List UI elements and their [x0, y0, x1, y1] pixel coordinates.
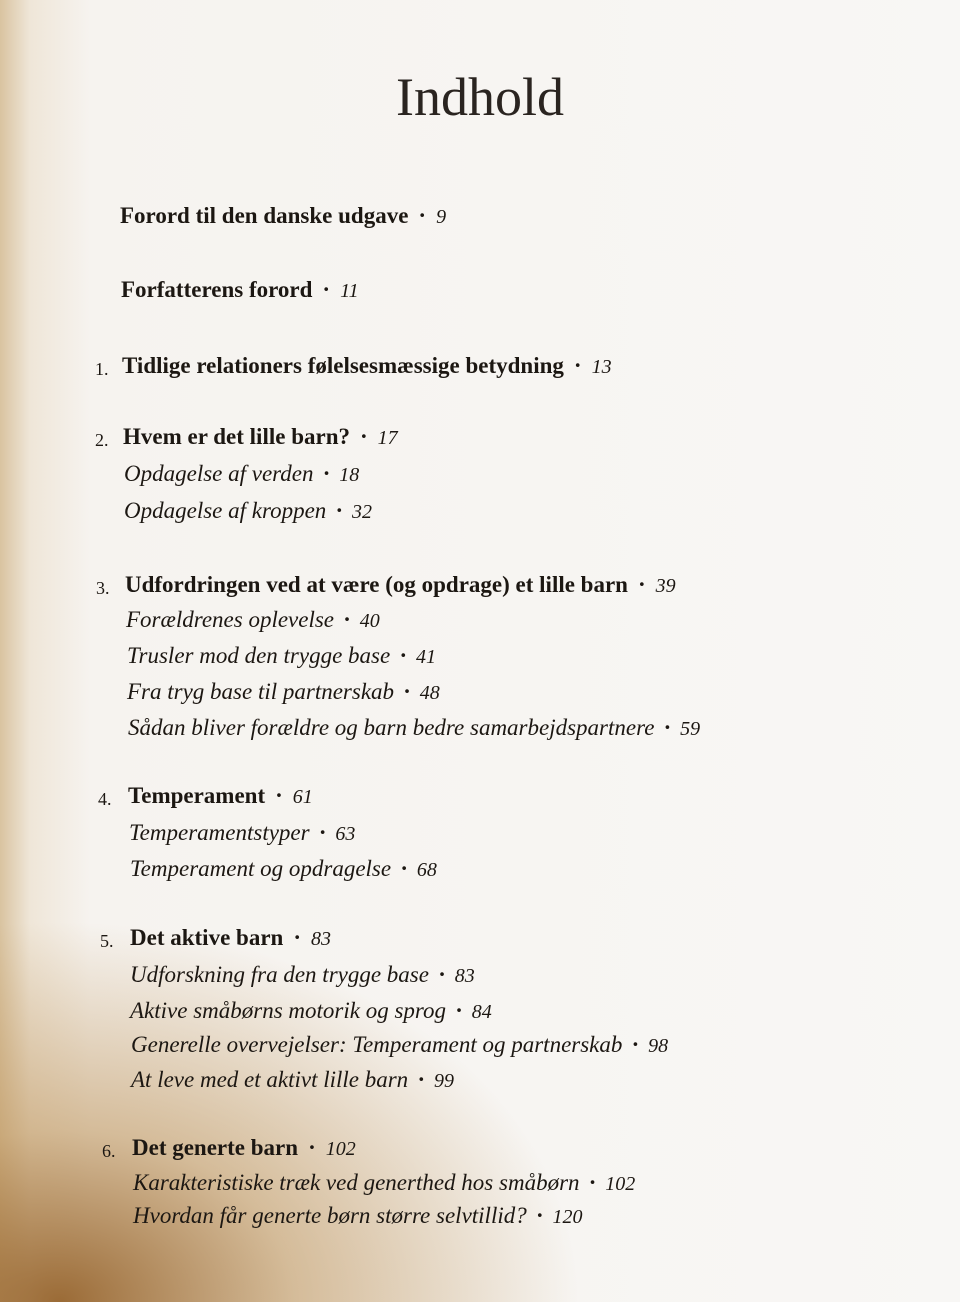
separator-dot: ·: [573, 353, 582, 378]
page-number: 59: [680, 718, 701, 740]
chapter-title: Temperament: [128, 783, 266, 808]
separator-dot: ·: [359, 424, 368, 449]
page-number: 41: [415, 646, 436, 668]
chapter-number: 5.: [100, 931, 114, 951]
page-number: 40: [359, 610, 380, 632]
toc-chapter-entry[interactable]: [130, 925, 331, 951]
page-number: 63: [335, 823, 356, 845]
section-title: Udforskning fra den trygge base: [130, 962, 429, 987]
separator-dot: ·: [308, 1135, 316, 1160]
toc-section-entry[interactable]: [130, 998, 492, 1024]
section-title: Trusler mod den trygge base: [127, 643, 391, 668]
separator-dot: ·: [418, 203, 427, 228]
toc-chapter-entry[interactable]: [132, 1135, 356, 1161]
page-number: 13: [591, 356, 612, 378]
toc-section-entry[interactable]: [133, 1170, 635, 1196]
toc-section-entry[interactable]: [131, 1032, 668, 1058]
page-number: 17: [377, 427, 398, 449]
page-number: 61: [292, 786, 313, 808]
separator-dot: ·: [438, 962, 445, 987]
page-title: Indhold: [396, 67, 564, 127]
separator-dot: ·: [336, 498, 343, 523]
toc-chapter-entry[interactable]: [125, 572, 676, 598]
toc-section-entry[interactable]: [126, 607, 380, 633]
section-title: Aktive småbørns motorik og sprog: [130, 998, 447, 1023]
separator-dot: ·: [404, 679, 410, 704]
toc-chapter-entry[interactable]: [123, 424, 398, 450]
separator-dot: ·: [293, 925, 301, 950]
separator-dot: ·: [664, 715, 671, 740]
chapter-number: 2.: [95, 430, 109, 450]
toc-section-entry[interactable]: [130, 962, 475, 988]
section-title: Opdagelse af verden: [124, 461, 314, 486]
toc-section-entry[interactable]: [124, 461, 359, 487]
separator-dot: ·: [344, 607, 350, 632]
chapter-number: 6.: [102, 1141, 116, 1161]
page-number: 102: [605, 1173, 636, 1195]
separator-dot: ·: [400, 643, 406, 668]
page-number: 18: [339, 464, 360, 486]
page-number: 84: [471, 1001, 492, 1023]
chapter-title: Forfatterens forord: [121, 277, 313, 302]
page-number: 102: [325, 1138, 356, 1160]
section-title: Hvordan får generte børn større selvtillid?: [133, 1203, 527, 1228]
section-title: Generelle overvejelser: Temperament og partnerskab: [131, 1032, 623, 1057]
chapter-number: 4.: [98, 789, 112, 809]
page-number: 99: [433, 1070, 454, 1092]
chapter-title: Det generte barn: [132, 1135, 299, 1160]
toc-section-entry[interactable]: [130, 856, 437, 882]
toc-section-entry[interactable]: [128, 715, 700, 741]
separator-dot: ·: [401, 856, 407, 881]
separator-dot: ·: [323, 461, 330, 486]
section-title: Forældrenes oplevelse: [126, 607, 335, 632]
page-number: 39: [655, 575, 676, 597]
page-number: 83: [454, 965, 475, 987]
page-number: 98: [648, 1035, 669, 1057]
section-title: Fra tryg base til partnerskab: [127, 679, 395, 704]
page-number: 48: [419, 682, 440, 704]
chapter-title: Det aktive barn: [130, 925, 284, 950]
chapter-title: Udfordringen ved at være (og opdrage) et lille barn: [125, 572, 628, 597]
section-title: Opdagelse af kroppen: [124, 498, 327, 523]
toc-chapter-entry[interactable]: [128, 783, 313, 809]
chapter-number: 1.: [95, 359, 109, 379]
toc-section-entry[interactable]: [127, 679, 440, 705]
separator-dot: ·: [632, 1032, 639, 1057]
toc-section-entry[interactable]: [127, 643, 436, 669]
toc-chapter-entry[interactable]: [121, 277, 359, 303]
section-title: Karakteristiske træk ved generthed hos småbørn: [133, 1170, 580, 1195]
section-title: Temperament og opdragelse: [130, 856, 392, 881]
page-number: 68: [416, 859, 437, 881]
toc-chapter-entry[interactable]: [122, 353, 612, 379]
separator-dot: ·: [456, 998, 462, 1023]
separator-dot: ·: [322, 277, 331, 302]
toc-section-entry[interactable]: [129, 820, 355, 846]
toc-section-entry[interactable]: [131, 1067, 454, 1093]
toc-section-entry[interactable]: [133, 1203, 582, 1229]
chapter-title: Tidlige relationers følelsesmæssige betydning: [122, 353, 564, 378]
chapter-title: Forord til den danske udgave: [120, 203, 409, 228]
separator-dot: ·: [536, 1203, 543, 1228]
separator-dot: ·: [637, 572, 646, 597]
toc-section-entry[interactable]: [124, 498, 372, 524]
separator-dot: ·: [589, 1170, 596, 1195]
page-number: 11: [340, 280, 359, 302]
separator-dot: ·: [418, 1067, 424, 1092]
separator-dot: ·: [275, 783, 283, 808]
page-number: 83: [311, 928, 331, 950]
section-title: Temperamentstyper: [129, 820, 310, 845]
section-title: At leve med et aktivt lille barn: [131, 1067, 409, 1092]
toc-chapter-entry[interactable]: [120, 203, 446, 229]
section-title: Sådan bliver forældre og barn bedre samarbejdspartnere: [128, 715, 655, 740]
chapter-title: Hvem er det lille barn?: [123, 424, 350, 449]
page-number: 32: [352, 501, 373, 523]
separator-dot: ·: [319, 820, 326, 845]
chapter-number: 3.: [96, 578, 110, 598]
page-number: 120: [552, 1206, 583, 1228]
page-number: 9: [436, 206, 447, 228]
